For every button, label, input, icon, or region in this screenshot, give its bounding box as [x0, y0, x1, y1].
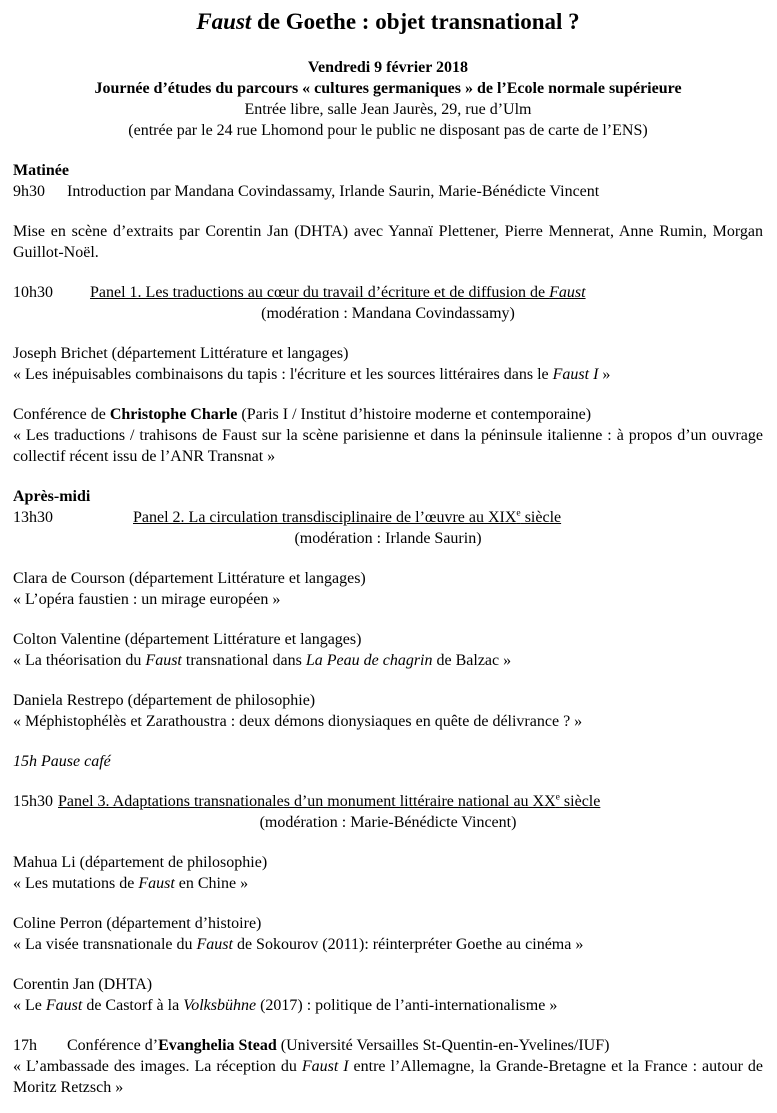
event-venue: Entrée libre, salle Jean Jaurès, 29, rue d’Ulm	[244, 101, 532, 118]
talk-brichet	[13, 343, 763, 385]
staging-paragraph: Mise en scène d’extraits par Corentin Jan (DHTA) avec Yannaï Plettener, Pierre Mennerat, Anne Rumin, Morgan Guillot-Noël.	[13, 223, 763, 261]
talk-li-speaker: Mahua Li (département de philosophie)	[13, 854, 268, 871]
event-entry-note: (entrée par le 24 rue Lhomond pour le public ne disposant pas de carte de l’ENS)	[128, 122, 648, 139]
lecture-charle-intro: Conférence de Christophe Charle (Paris I / Institut d’histoire moderne et contemporaine)	[13, 406, 592, 423]
section-morning	[13, 160, 763, 467]
talk-restrepo	[13, 690, 763, 732]
panel2-moderation: (modération : Irlande Saurin)	[294, 530, 482, 547]
talk-courson-title: « L’opéra faustien : un mirage européen »	[13, 591, 281, 608]
talk-valentine-speaker: Colton Valentine (département Littérature et langages)	[13, 631, 362, 648]
talk-jan-speaker: Corentin Jan (DHTA)	[13, 976, 153, 993]
lecture-charle	[13, 404, 763, 467]
lecture-stead-time: 17h	[13, 1037, 37, 1054]
event-subtitle: Journée d’études du parcours « cultures germaniques » de l’Ecole normale supérieure	[94, 80, 682, 97]
panel3-time: 15h30	[13, 793, 53, 810]
panel1-moderation: (modération : Mandana Covindassamy)	[261, 305, 515, 322]
section-afternoon	[13, 486, 763, 1098]
afternoon-heading: Après-midi	[13, 488, 91, 505]
lecture-stead	[13, 1035, 763, 1098]
panel1-row	[13, 282, 763, 303]
event-date: Vendredi 9 février 2018	[307, 59, 469, 76]
lecture-charle-title: « Les traductions / trahisons de Faust sur la scène parisienne et dans la péninsule italienne : à propos d’un ouvrage collectif récent issu de l’ANR Transnat »	[13, 427, 763, 465]
talk-courson-speaker: Clara de Courson (département Littérature et langages)	[13, 570, 366, 587]
talk-perron	[13, 913, 763, 955]
document-title: Faust de Goethe : objet transnational ?	[196, 9, 580, 34]
talk-restrepo-speaker: Daniela Restrepo (département de philosophie)	[13, 692, 316, 709]
talk-valentine-title: « La théorisation du Faust transnational dans La Peau de chagrin de Balzac »	[13, 652, 512, 669]
talk-jan-title: « Le Faust de Castorf à la Volksbühne (2017) : politique de l’anti-internationalisme »	[13, 997, 558, 1014]
talk-brichet-title: « Les inépuisables combinaisons du tapis : l'écriture et les sources littéraires dans le Faust I »	[13, 366, 611, 383]
panel1-time: 10h30	[13, 284, 53, 301]
talk-li-title: « Les mutations de Faust en Chine »	[13, 875, 249, 892]
intro-row	[13, 181, 763, 202]
talk-perron-title: « La visée transnationale du Faust de Sokourov (2011): réinterpréter Goethe au cinéma »	[13, 936, 584, 953]
panel2-title: Panel 2. La circulation transdisciplinaire de l’œuvre au XIXe siècle	[133, 507, 562, 526]
talk-jan	[13, 974, 763, 1016]
panel3-moderation: (modération : Marie-Bénédicte Vincent)	[259, 814, 517, 831]
morning-heading: Matinée	[13, 162, 69, 179]
intro-text: Introduction par Mandana Covindassamy, Irlande Saurin, Marie-Bénédicte Vincent	[67, 183, 600, 200]
event-header	[13, 57, 763, 141]
coffee-break: 15h Pause café	[13, 753, 111, 770]
intro-time: 9h30	[13, 183, 45, 200]
lecture-stead-title: « L’ambassade des images. La réception du Faust I entre l’Allemagne, la Grande-Bretagne et la France : autour de Moritz Retzsch »	[13, 1058, 764, 1096]
lecture-stead-intro: Conférence d’Evanghelia Stead (Université Versailles St-Quentin-en-Yvelines/IUF)	[67, 1037, 610, 1054]
panel2-time: 13h30	[13, 509, 53, 526]
panel1-title: Panel 1. Les traductions au cœur du travail d’écriture et de diffusion de Faust	[90, 284, 586, 301]
panel2-row	[13, 507, 763, 528]
talk-valentine	[13, 629, 763, 671]
panel3-title: Panel 3. Adaptations transnationales d’un monument littéraire national au XXe siècle	[58, 791, 601, 810]
talk-restrepo-title: « Méphistophélès et Zarathoustra : deux démons dionysiaques en quête de délivrance ? »	[13, 713, 583, 730]
talk-courson	[13, 568, 763, 610]
talk-perron-speaker: Coline Perron (département d’histoire)	[13, 915, 262, 932]
panel3-row	[13, 791, 763, 812]
talk-brichet-speaker: Joseph Brichet (département Littérature et langages)	[13, 345, 349, 362]
lecture-stead-row	[13, 1035, 763, 1056]
talk-li	[13, 852, 763, 894]
